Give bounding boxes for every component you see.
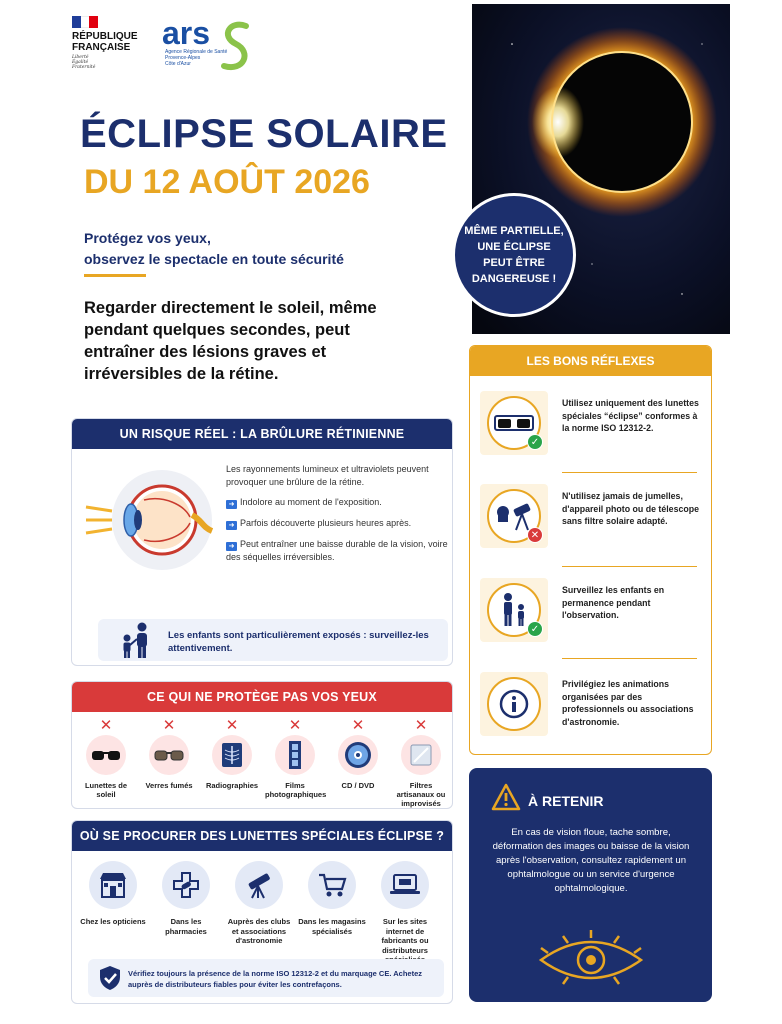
list-item: ✓ Utilisez uniquement des lunettes spéciales “éclipse” conformes à la norme ISO 12312-2. bbox=[470, 383, 710, 463]
danger-badge: MÊME PARTIELLE, UNE ÉCLIPSE PEUT ÊTRE DANGEREUSE ! bbox=[452, 193, 576, 317]
shield-check-icon bbox=[98, 965, 122, 991]
list-item: ✕ Lunettes de soleil bbox=[76, 718, 136, 808]
cross-icon: ✕ bbox=[162, 717, 176, 734]
cross-icon: ✕ bbox=[288, 717, 302, 734]
list-item: Privilégiez les animations organisées par des professionnels ou associations d'astronomie. bbox=[470, 664, 710, 744]
risk-panel bbox=[71, 418, 453, 666]
reflexes-panel bbox=[469, 345, 712, 755]
risk-heading: UN RISQUE RÉEL : LA BRÛLURE RÉTINIENNE bbox=[72, 419, 452, 449]
not-protect-heading: CE QUI NE PROTÈGE PAS VOS YEUX bbox=[72, 682, 452, 712]
telescope-icon bbox=[235, 861, 283, 909]
eye-diagram-icon bbox=[84, 465, 214, 575]
republique-motto: Liberté Égalité Fraternité bbox=[72, 55, 96, 70]
film-icon bbox=[275, 735, 315, 775]
list-item: ✓ Surveillez les enfants en permanence pendant l'observation. bbox=[470, 570, 710, 650]
cross-icon: ✕ bbox=[99, 717, 113, 734]
cross-icon: ✕ bbox=[351, 717, 365, 734]
eclipse-glasses-icon bbox=[487, 396, 541, 450]
not-protect-panel bbox=[71, 681, 453, 809]
list-item: ✕ Films photographiques bbox=[265, 717, 327, 799]
where-panel bbox=[71, 820, 453, 1004]
kids-note-text: Les enfants sont particulièrement exposés : surveillez-les attentivement. bbox=[168, 630, 429, 654]
laptop-icon bbox=[381, 861, 429, 909]
kids-note bbox=[98, 619, 448, 661]
remember-heading: À RETENIR bbox=[528, 793, 604, 809]
risk-intro: Les rayonnements lumineux et ultraviolets peuvent provoquer une brûlure de la rétine. bbox=[226, 464, 429, 487]
list-item: Dans les pharmacies bbox=[151, 861, 221, 965]
risk-point: ➜ Indolore au moment de l'exposition. bbox=[226, 496, 448, 509]
xray-icon bbox=[212, 735, 252, 775]
risk-point: ➜ Peut entraîner une baisse durable de la vision, voire des séquelles irréversibles. bbox=[226, 539, 448, 562]
check-icon: ✓ bbox=[527, 434, 543, 450]
list-item: ✕ Verres fumés bbox=[139, 718, 199, 808]
eye-icon bbox=[529, 928, 653, 988]
main-date-title: DU 12 AOÛT 2026 bbox=[84, 163, 370, 201]
cart-icon bbox=[308, 861, 356, 909]
arrow-right-icon: ➜ bbox=[226, 542, 237, 551]
divider bbox=[562, 472, 697, 473]
list-item: ✕ Filtres artisanaux ou improvisés bbox=[391, 718, 451, 808]
arrow-right-icon: ➜ bbox=[226, 500, 237, 509]
republique-francaise-title: RÉPUBLIQUE FRANÇAISE bbox=[72, 31, 138, 53]
list-item: ✕ N'utilisez jamais de jumelles, d'appareil photo ou de télescope sans filtre solaire adapté. bbox=[470, 476, 710, 556]
family-icon bbox=[487, 583, 541, 637]
french-flag-icon bbox=[72, 16, 98, 28]
subtitle-underline bbox=[84, 274, 146, 277]
binoculars-icon bbox=[487, 489, 541, 543]
reflexes-heading: LES BONS RÉFLEXES bbox=[470, 346, 711, 376]
smoked-glasses-icon bbox=[149, 735, 189, 775]
not-protect-list bbox=[76, 718, 451, 808]
parent-child-icon bbox=[118, 621, 158, 659]
warning-icon bbox=[491, 783, 521, 811]
arrow-right-icon: ➜ bbox=[226, 521, 237, 530]
info-icon bbox=[487, 677, 541, 731]
cd-icon bbox=[338, 735, 378, 775]
where-list bbox=[78, 861, 440, 965]
list-item: ✕ CD / DVD bbox=[328, 718, 388, 808]
where-heading: OÙ SE PROCURER DES LUNETTES SPÉCIALES ÉCLIPSE ? bbox=[72, 821, 452, 851]
list-item: Chez les opticiens bbox=[78, 861, 148, 965]
divider bbox=[562, 658, 697, 659]
shop-icon bbox=[89, 861, 137, 909]
svg-text:ars: ars bbox=[162, 15, 211, 51]
list-item: Dans les magasins spécialisés bbox=[297, 861, 367, 965]
risk-text bbox=[226, 463, 448, 572]
remember-text: En cas de vision floue, tache sombre, déformation des images ou baisse de la vision après l'observation, consultez rapidement un ophtalmologue ou un service d'urgence ophtalmologique. bbox=[492, 827, 690, 894]
sunglasses-icon bbox=[86, 735, 126, 775]
remember-panel bbox=[469, 768, 712, 1002]
ars-subtitle: Agence Régionale de Santé Provence-Alpes Côte d'Azur bbox=[165, 49, 228, 67]
lead-paragraph: Regarder directement le soleil, même pendant quelques secondes, peut entraîner des lésions graves et irréversibles de la rétine. bbox=[84, 299, 377, 383]
list-item: Sur les sites internet de fabricants ou distributeurs bbox=[370, 861, 440, 965]
cross-icon: ✕ bbox=[225, 717, 239, 734]
filter-icon bbox=[401, 735, 441, 775]
list-item: ✕ Radiographies bbox=[202, 718, 262, 808]
pharmacy-icon bbox=[162, 861, 210, 909]
risk-point: ➜ Parfois découverte plusieurs heures après. bbox=[226, 517, 448, 530]
verify-note bbox=[88, 959, 444, 997]
verify-text: Vérifiez toujours la présence de la norme ISO 12312-2 et du marquage CE. Achetez auprès de distributeurs fiables pour éviter les contrefaçons. bbox=[128, 969, 422, 989]
cross-icon: ✕ bbox=[527, 527, 543, 543]
check-icon: ✓ bbox=[527, 621, 543, 637]
cross-icon: ✕ bbox=[414, 717, 428, 734]
main-title: ÉCLIPSE SOLAIRE bbox=[80, 112, 448, 156]
divider bbox=[562, 566, 697, 567]
subtitle: Protégez vos yeux, observez le spectacle en toute sécurité bbox=[84, 230, 344, 267]
list-item: Auprès des clubs et associations d'astronomie bbox=[224, 861, 294, 965]
